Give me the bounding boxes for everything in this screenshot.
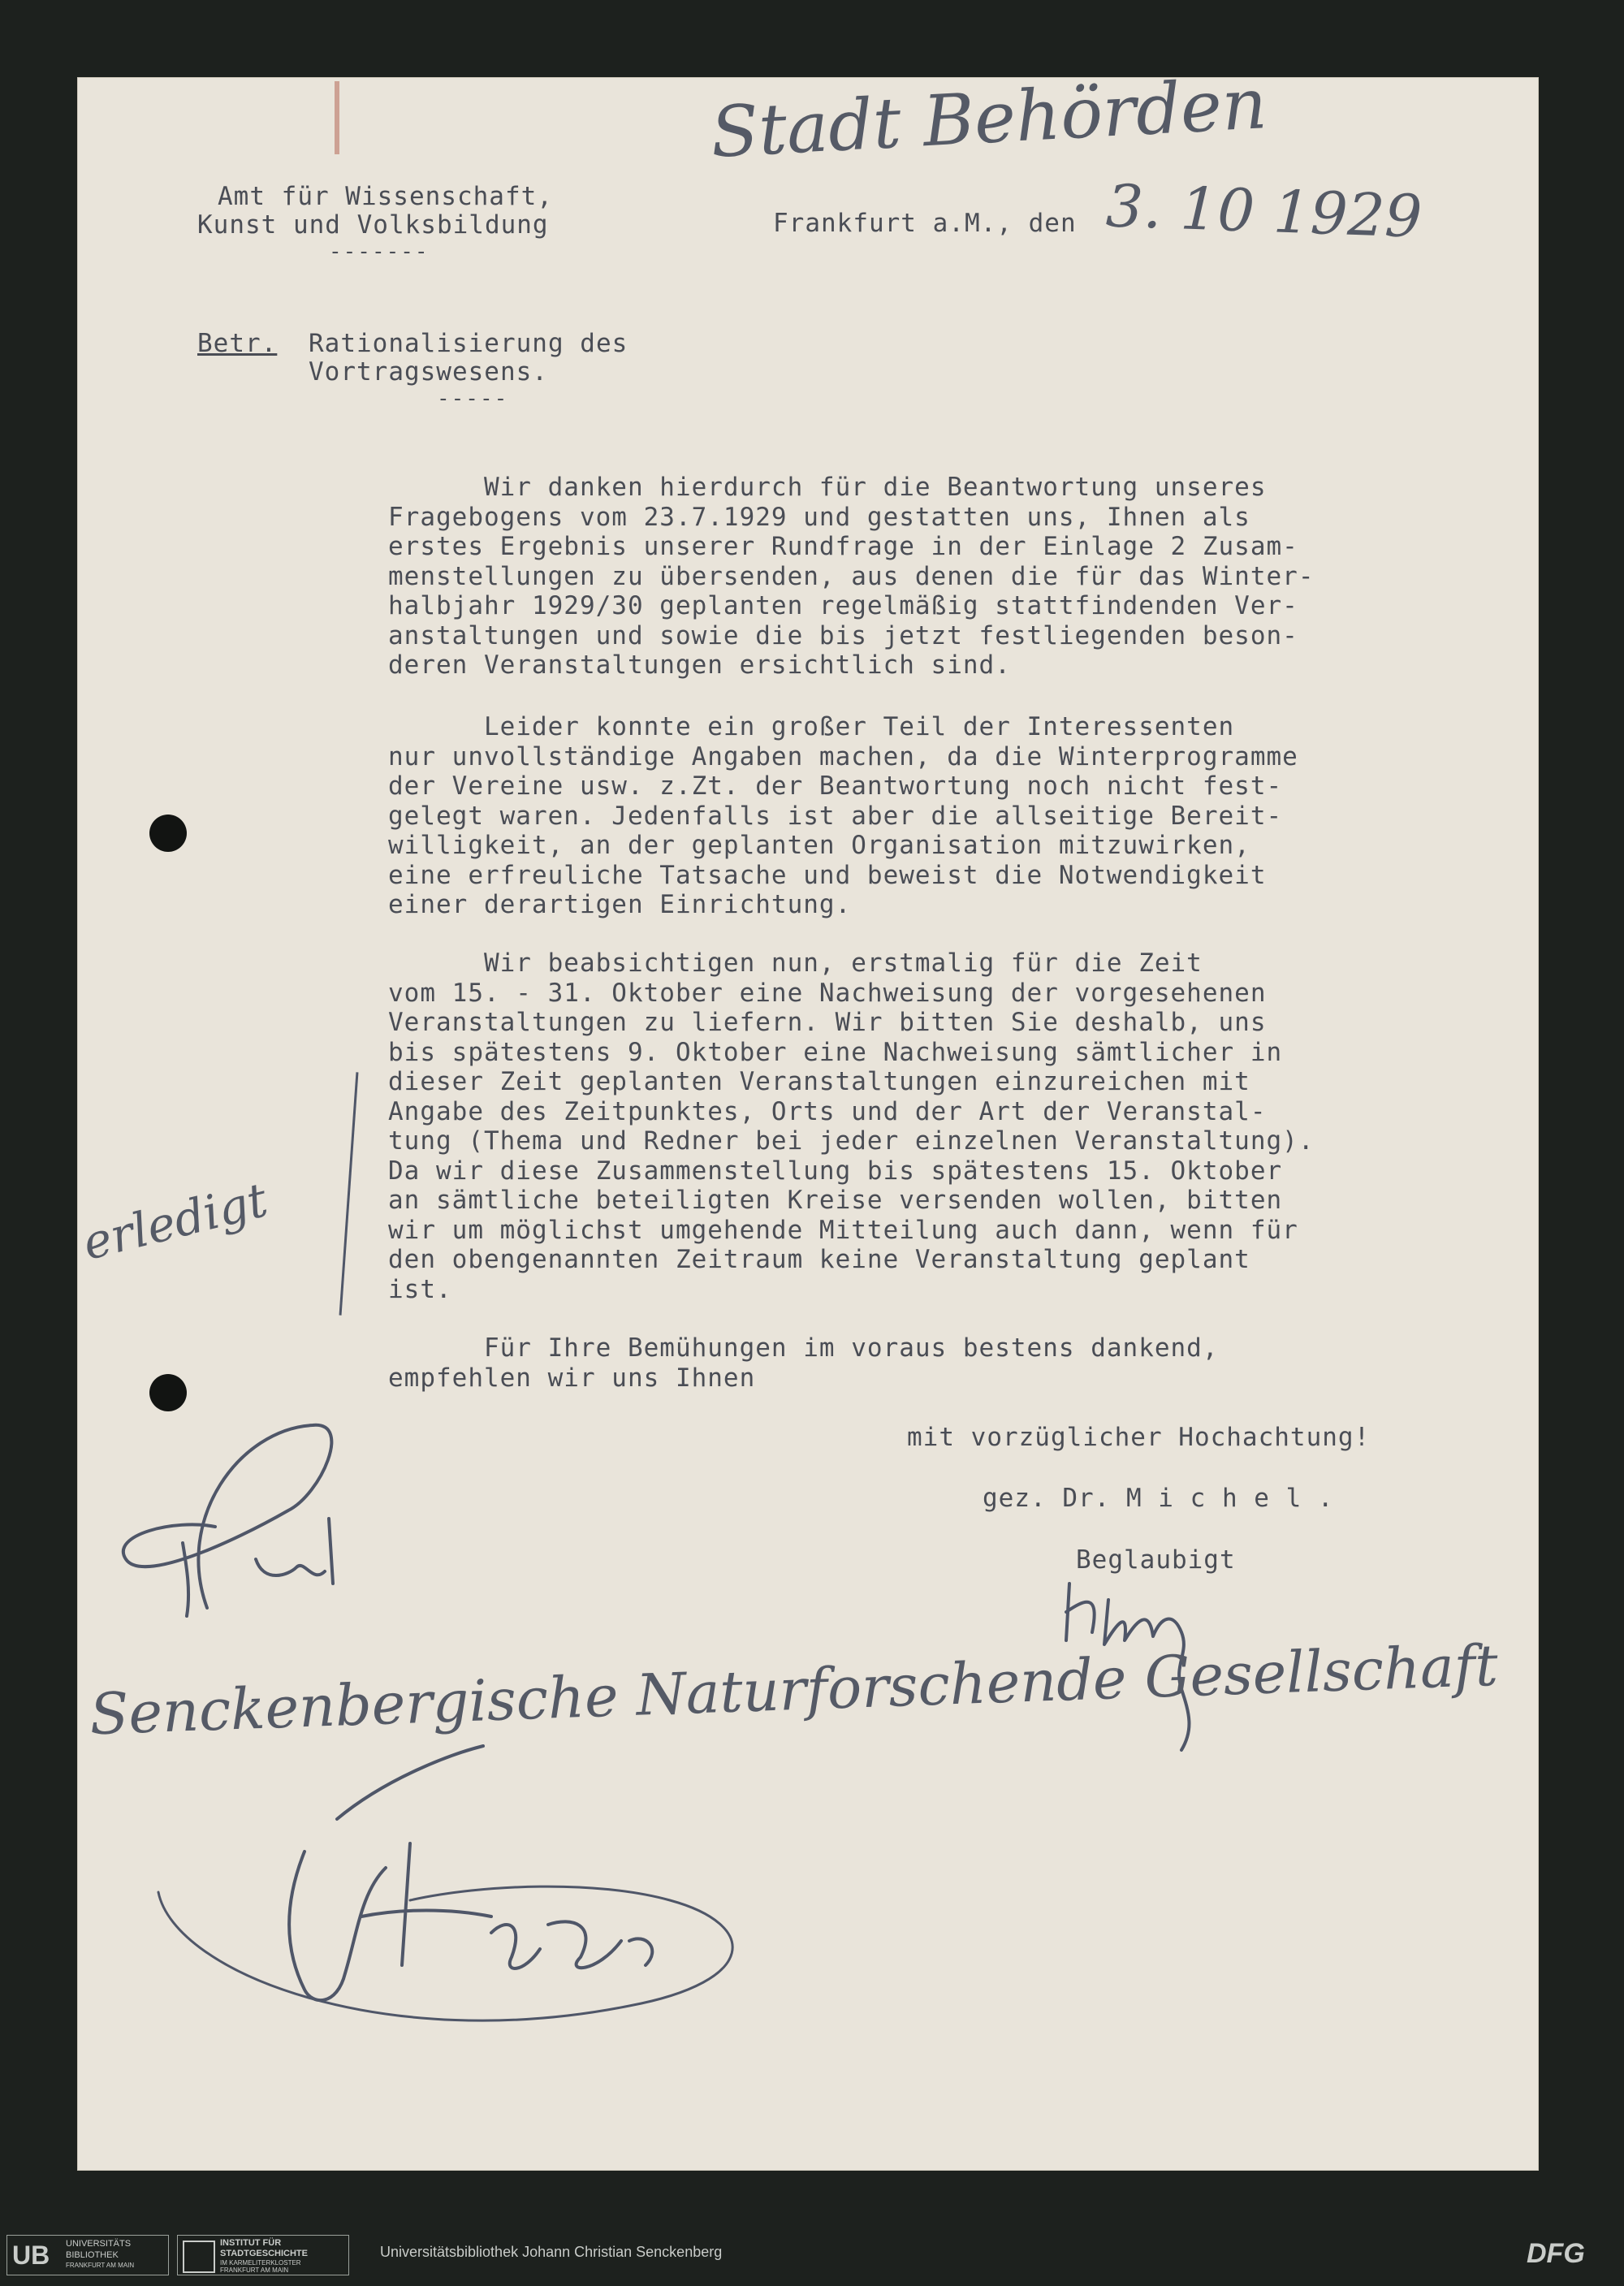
isg-text-4: FRANKFURT AM MAIN [220, 2267, 289, 2274]
subject-line-1: Rationalisierung des [309, 329, 628, 358]
library-name: Universitätsbibliothek Johann Christian Senckenberg [380, 2244, 723, 2260]
body-line: anstaltungen und sowie die bis jetzt festliegenden beson- [388, 620, 1298, 650]
certified-label: Beglaubigt [1076, 1545, 1236, 1575]
body-line: dieser Zeit geplanten Veranstaltungen einzureichen mit [388, 1067, 1250, 1096]
handwritten-addressee: Senckenbergische Naturforschende Gesellschaft [89, 1631, 1500, 1748]
body-line: empfehlen wir uns Ihnen [388, 1363, 756, 1393]
body-line: Fragebogens vom 23.7.1929 und gestatten uns, Ihnen als [388, 502, 1250, 532]
body-line: gelegt waren. Jedenfalls ist aber die allseitige Bereit- [388, 801, 1283, 831]
body-line: willigkeit, an der geplanten Organisation mitzuwirken, [388, 831, 1250, 860]
body-line: der Vereine usw. z.Zt. der Beantwortung noch nicht fest- [388, 771, 1283, 801]
body-line: Leider konnte ein großer Teil der Interessenten [388, 712, 1235, 741]
body-line: den obengenannten Zeitraum keine Veranstaltung geplant [388, 1245, 1250, 1274]
closing: mit vorzüglicher Hochachtung! [907, 1423, 1371, 1452]
body-line: eine erfreuliche Tatsache und beweist die Notwendigkeit [388, 860, 1267, 890]
punch-hole-lower [149, 1374, 187, 1411]
body-line: an sämtliche beteiligten Kreise versenden wollen, bitten [388, 1186, 1283, 1215]
body-line: Da wir diese Zusammenstellung bis spätestens 15. Oktober [388, 1156, 1283, 1186]
isg-logo [177, 2235, 349, 2275]
ub-text-3: FRANKFURT AM MAIN [66, 2262, 135, 2269]
subject-underline: ----- [437, 387, 509, 411]
sender-line-2: Kunst und Volksbildung [197, 210, 549, 240]
red-pencil-mark [335, 81, 339, 154]
body-line: tung (Thema und Redner bei jeder einzelnen Veranstaltung). [388, 1126, 1315, 1156]
body-line: deren Veranstaltungen ersichtlich sind. [388, 650, 1011, 680]
body-line: Wir beabsichtigen nun, erstmalig für die Zeit [388, 949, 1203, 978]
body-line: halbjahr 1929/30 geplanten regelmäßig stattfindenden Ver- [388, 591, 1298, 620]
handwritten-header: Stadt Behörden [708, 63, 1269, 174]
ub-text-2: BIBLIOTHEK [66, 2250, 119, 2260]
handwritten-date: 3. 10 1929 [1104, 171, 1423, 251]
isg-text-1: INSTITUT FÜR [220, 2238, 282, 2248]
body-line: bis spätestens 9. Oktober eine Nachweisung sämtlicher in [388, 1037, 1283, 1067]
ub-text-1: UNIVERSITÄTS [66, 2239, 132, 2249]
dfg-logo: DFG [1527, 2238, 1585, 2269]
sender-underline: ------- [329, 240, 430, 264]
margin-note: erledigt [77, 1172, 273, 1271]
isg-emblem [183, 2241, 215, 2273]
body-line: Wir danken hierdurch für die Beantwortung unseres [388, 473, 1267, 502]
body-line: menstellungen zu übersenden, aus denen die für das Winter- [388, 561, 1315, 591]
left-signature [110, 1421, 353, 1624]
subject-line-2: Vortragswesens. [309, 357, 548, 387]
body-line: wir um möglichst umgehende Mitteilung auch dann, wenn für [388, 1215, 1298, 1245]
archive-footer [0, 2223, 1624, 2286]
body-line: ist. [388, 1274, 452, 1304]
body-line: vom 15. - 31. Oktober eine Nachweisung der vorgesehenen [388, 978, 1267, 1008]
punch-hole-upper [149, 815, 187, 852]
body-line: Veranstaltungen zu liefern. Wir bitten Sie deshalb, uns [388, 1008, 1267, 1037]
ub-logo [6, 2235, 169, 2275]
body-line: erstes Ergebnis unserer Rundfrage in der Einlage 2 Zusam- [388, 532, 1298, 561]
body-line: einer derartigen Einrichtung. [388, 890, 852, 919]
bottom-signature [142, 1730, 759, 2055]
sender-line-1: Amt für Wissenschaft, [218, 182, 553, 211]
isg-text-3: IM KARMELITERKLOSTER [220, 2259, 301, 2267]
body-line: Für Ihre Bemühungen im voraus bestens dankend, [388, 1333, 1219, 1363]
subject-label: Betr. [197, 329, 278, 358]
signed-by: gez. Dr. M i c h e l . [983, 1484, 1334, 1513]
body-line: Angabe des Zeitpunktes, Orts und der Art der Veranstal- [388, 1096, 1267, 1126]
place-date: Frankfurt a.M., den [773, 209, 1077, 238]
body-line: nur unvollständige Angaben machen, da die Winterprogramme [388, 741, 1298, 771]
isg-text-2: STADTGESCHICHTE [220, 2249, 308, 2258]
ub-mark: UB [12, 2241, 50, 2270]
